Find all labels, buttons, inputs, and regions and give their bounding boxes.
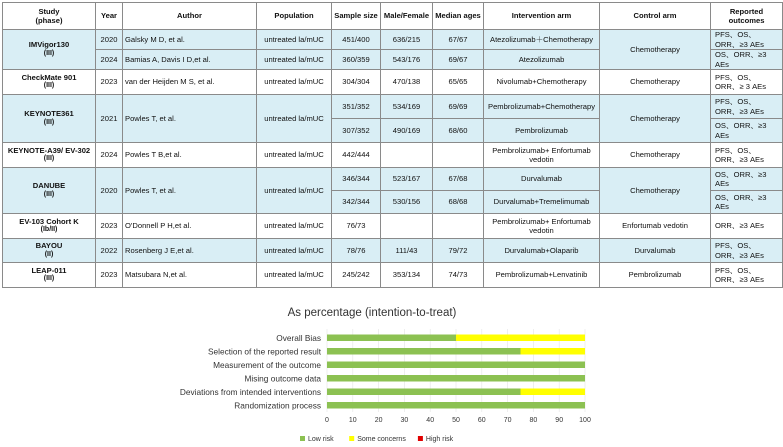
study-name: KEYNOTE-A39/ EV-302 (III) xyxy=(3,143,96,168)
median-age-cell: 67/67 xyxy=(433,30,484,50)
intervention-cell: Durvalumab+Tremelimumab xyxy=(484,191,600,214)
intervention-cell: Atezolizumab＋Chemotherapy xyxy=(484,30,600,50)
category-label: Randomization process xyxy=(234,400,321,411)
intervention-cell: Atezolizumab xyxy=(484,50,600,70)
col-median-ages: Median ages xyxy=(433,3,484,30)
sample-size-cell: 451/400 xyxy=(332,30,381,50)
outcomes-cell: ORR、≥3 AEs xyxy=(711,214,783,239)
x-tick-label: 70 xyxy=(503,417,512,424)
risk-of-bias-chart xyxy=(0,300,744,447)
bar-segment xyxy=(521,389,586,396)
col-outcomes: Reported outcomes xyxy=(711,3,783,30)
legend-swatch xyxy=(418,436,423,441)
year-cell: 2024 xyxy=(96,50,123,70)
sample-size-cell: 78/76 xyxy=(332,239,381,263)
median-age-cell: 65/65 xyxy=(433,70,484,95)
population-cell: untreated la/mUC xyxy=(257,168,332,214)
intervention-cell: Nivolumab+Chemotherapy xyxy=(484,70,600,95)
table-row xyxy=(3,95,783,119)
male-female-cell xyxy=(381,143,433,168)
year-cell: 2023 xyxy=(96,70,123,95)
col-intervention: Intervention arm xyxy=(484,3,600,30)
outcomes-cell: OS、ORR、≥3 AEs xyxy=(711,50,783,70)
study-name: BAYOU (II) xyxy=(3,239,96,263)
bar-segment xyxy=(456,335,585,342)
study-name: LEAP-011 (III) xyxy=(3,263,96,288)
x-tick-label: 90 xyxy=(555,417,564,424)
x-tick-label: 0 xyxy=(325,417,329,424)
author-cell: Galsky M D, et al. xyxy=(123,30,257,50)
outcomes-cell: PFS、OS、ORR、≥ 3 AEs xyxy=(711,70,783,95)
table-row xyxy=(3,30,783,50)
col-author: Author xyxy=(123,3,257,30)
table-row xyxy=(3,214,783,239)
sample-size-cell: 307/352 xyxy=(332,119,381,143)
category-label: Mising outcome data xyxy=(244,373,321,384)
sample-size-cell: 360/359 xyxy=(332,50,381,70)
bar-segment xyxy=(327,335,456,342)
legend-swatch xyxy=(349,436,354,441)
sample-size-cell: 342/344 xyxy=(332,191,381,214)
category-label: Overall Bias xyxy=(276,332,321,343)
x-tick-label: 40 xyxy=(426,417,435,424)
population-cell: untreated la/mUC xyxy=(257,70,332,95)
median-age-cell: 68/68 xyxy=(433,191,484,214)
header-row xyxy=(3,3,783,30)
study-name: KEYNOTE361 (III) xyxy=(3,95,96,143)
table-row xyxy=(3,143,783,168)
table-row xyxy=(3,168,783,191)
outcomes-cell: OS、ORR、≥3 AEs xyxy=(711,191,783,214)
outcomes-cell: PFS、OS、ORR、≥3 AEs xyxy=(711,239,783,263)
legend-swatch xyxy=(300,436,305,441)
bar-segment xyxy=(327,389,521,396)
intervention-cell: Pembrolizumab xyxy=(484,119,600,143)
population-cell: untreated la/mUC xyxy=(257,239,332,263)
study-name: DANUBE (III) xyxy=(3,168,96,214)
author-cell: Matsubara N,et al. xyxy=(123,263,257,288)
sample-size-cell: 442/444 xyxy=(332,143,381,168)
study-name: IMVigor130 (III) xyxy=(3,30,96,70)
intervention-cell: Pembrolizumab+Lenvatinib xyxy=(484,263,600,288)
bar-segment xyxy=(327,348,521,355)
legend-label: Some concerns xyxy=(357,436,406,443)
control-cell: Chemotherapy xyxy=(600,95,711,143)
control-cell: Chemotherapy xyxy=(600,30,711,70)
x-tick-label: 80 xyxy=(529,417,538,424)
col-sample-size: Sample size xyxy=(332,3,381,30)
control-cell: Chemotherapy xyxy=(600,143,711,168)
male-female-cell: 353/134 xyxy=(381,263,433,288)
male-female-cell: 523/167 xyxy=(381,168,433,191)
male-female-cell: 490/169 xyxy=(381,119,433,143)
year-cell: 2023 xyxy=(96,263,123,288)
col-male-female: Male/Female xyxy=(381,3,433,30)
sample-size-cell: 76/73 xyxy=(332,214,381,239)
male-female-cell: 534/169 xyxy=(381,95,433,119)
bar-segment xyxy=(327,375,585,382)
category-label: Selection of the reported result xyxy=(208,346,321,357)
col-control: Control arm xyxy=(600,3,711,30)
intervention-cell: Pembrolizumab+ Enfortumab vedotin xyxy=(484,214,600,239)
control-cell: Durvalumab xyxy=(600,239,711,263)
control-cell: Chemotherapy xyxy=(600,168,711,214)
year-cell: 2021 xyxy=(96,95,123,143)
intervention-cell: Durvalumab xyxy=(484,168,600,191)
x-tick-label: 60 xyxy=(477,417,486,424)
control-cell: Pembrolizumab xyxy=(600,263,711,288)
x-tick-label: 100 xyxy=(579,417,591,424)
col-year: Year xyxy=(96,3,123,30)
median-age-cell xyxy=(433,143,484,168)
median-age-cell: 68/60 xyxy=(433,119,484,143)
year-cell: 2024 xyxy=(96,143,123,168)
intervention-cell: Pembrolizumab+Chemotherapy xyxy=(484,95,600,119)
median-age-cell: 79/72 xyxy=(433,239,484,263)
category-label: Deviations from intended interventions xyxy=(179,386,321,397)
outcomes-cell: PFS、OS、ORR、≥3 AEs xyxy=(711,95,783,119)
author-cell: van der Heijden M S, et al. xyxy=(123,70,257,95)
sample-size-cell: 245/242 xyxy=(332,263,381,288)
legend-label: High risk xyxy=(425,436,454,443)
author-cell: Bamias A, Davis I D,et al. xyxy=(123,50,257,70)
author-cell: Powles T B,et al. xyxy=(123,143,257,168)
population-cell: untreated la/mUC xyxy=(257,143,332,168)
x-tick-label: 30 xyxy=(400,417,409,424)
intervention-cell: Pembrolizumab+ Enfortumab vedotin xyxy=(484,143,600,168)
author-cell: O'Donnell P H,et al. xyxy=(123,214,257,239)
chart-title: As percentage (intention-to-treat) xyxy=(287,307,457,319)
male-female-cell: 530/156 xyxy=(381,191,433,214)
x-tick-label: 20 xyxy=(374,417,383,424)
male-female-cell: 543/176 xyxy=(381,50,433,70)
study-name: EV-103 Cohort K (Ib/II) xyxy=(3,214,96,239)
table-row xyxy=(3,239,783,263)
male-female-cell: 636/215 xyxy=(381,30,433,50)
x-tick-label: 50 xyxy=(452,417,460,424)
population-cell: untreated la/mUC xyxy=(257,263,332,288)
year-cell: 2022 xyxy=(96,239,123,263)
outcomes-cell: PFS、OS、ORR、≥3 AEs xyxy=(711,263,783,288)
author-cell: Rosenberg J E,et al. xyxy=(123,239,257,263)
intervention-cell: Durvalumab+Olaparib xyxy=(484,239,600,263)
author-cell: Powles T, et al. xyxy=(123,168,257,214)
study-characteristics-table xyxy=(2,2,783,288)
male-female-cell xyxy=(381,214,433,239)
population-cell: untreated la/mUC xyxy=(257,30,332,50)
year-cell: 2020 xyxy=(96,168,123,214)
median-age-cell: 74/73 xyxy=(433,263,484,288)
outcomes-cell: PFS、OS、ORR、≥3 AEs xyxy=(711,30,783,50)
population-cell: untreated la/mUC xyxy=(257,95,332,143)
col-study: Study (phase) xyxy=(3,3,96,30)
outcomes-cell: OS、ORR、≥3 AEs xyxy=(711,168,783,191)
sample-size-cell: 304/304 xyxy=(332,70,381,95)
col-population: Population xyxy=(257,3,332,30)
male-female-cell: 111/43 xyxy=(381,239,433,263)
median-age-cell xyxy=(433,214,484,239)
control-cell: Chemotherapy xyxy=(600,70,711,95)
table-row xyxy=(3,70,783,95)
year-cell: 2020 xyxy=(96,30,123,50)
control-cell: Enfortumab vedotin xyxy=(600,214,711,239)
category-label: Measurement of the outcome xyxy=(213,359,321,370)
population-cell: untreated la/mUC xyxy=(257,50,332,70)
year-cell: 2023 xyxy=(96,214,123,239)
bar-segment xyxy=(327,362,585,369)
male-female-cell: 470/138 xyxy=(381,70,433,95)
outcomes-cell: PFS、OS、ORR、≥3 AEs xyxy=(711,143,783,168)
bar-segment xyxy=(521,348,586,355)
table-row xyxy=(3,263,783,288)
median-age-cell: 67/68 xyxy=(433,168,484,191)
median-age-cell: 69/69 xyxy=(433,95,484,119)
bar-segment xyxy=(327,402,585,409)
sample-size-cell: 346/344 xyxy=(332,168,381,191)
legend-label: Low risk xyxy=(308,436,334,443)
x-tick-label: 10 xyxy=(348,417,357,424)
author-cell: Powles T, et al. xyxy=(123,95,257,143)
population-cell: untreated la/mUC xyxy=(257,214,332,239)
outcomes-cell: OS、ORR、≥3 AEs xyxy=(711,119,783,143)
sample-size-cell: 351/352 xyxy=(332,95,381,119)
median-age-cell: 69/67 xyxy=(433,50,484,70)
study-name: CheckMate 901 (III) xyxy=(3,70,96,95)
